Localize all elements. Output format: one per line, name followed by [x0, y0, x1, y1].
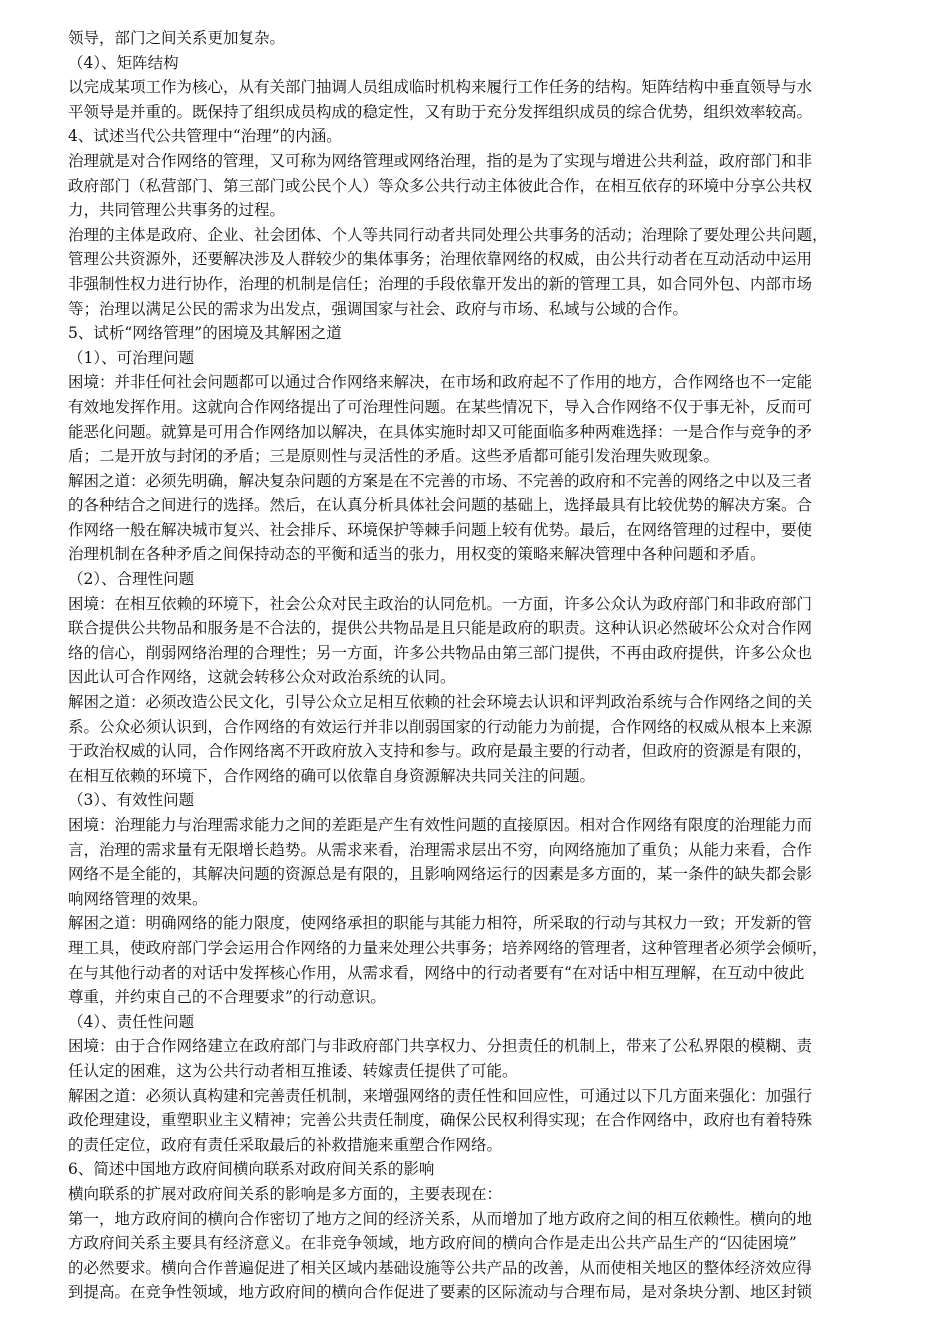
- text-line: 横向联系的扩展对政府间关系的影响是多方面的，主要表现在：: [68, 1184, 503, 1203]
- subheading-line: （3）、有效性问题: [68, 791, 195, 810]
- text-line: 力，共同管理公共事务的过程。: [68, 201, 286, 220]
- text-line: 治理就是对合作网络的管理，又可称为网络管理或网络治理，指的是为了实现与增进公共利益，政府部门和非: [68, 151, 813, 170]
- text-line: 系。公众必须认识到，合作网络的有效运行并非以削弱国家的行动能力为前提，合作网络的权威从根本上来源: [68, 717, 813, 736]
- text-line: 治理机制在各种矛盾之间保持动态的平衡和适当的张力，用权变的策略来解决管理中各种问题和矛盾。: [68, 545, 766, 564]
- subheading-line: （1）、可治理问题: [68, 348, 195, 367]
- subheading-line: （4）、矩阵结构: [68, 53, 179, 72]
- text-line: 政伦理建设，重塑职业主义精神；完善公共责任制度，确保公民权利得实现；在合作网络中，政府也有着特殊: [68, 1111, 813, 1130]
- text-line: 解困之道：明确网络的能力限度，使网络承担的职能与其能力相符，所采取的行动与其权力一致；开发新的管: [68, 914, 813, 933]
- text-line: 在与其他行动者的对话中发挥核心作用，从需求看，网络中的行动者要有“在对话中相互理解，在互动中彼此: [68, 963, 805, 982]
- text-line: 解困之道：必须改造公民文化，引导公众立足相互依赖的社会环境去认识和评判政治系统与合作网络之间的关: [68, 693, 813, 712]
- subheading-line: （4）、责任性问题: [68, 1012, 195, 1031]
- text-line: 的责任定位，政府有责任采取最后的补救措施来重塑合作网络。: [68, 1135, 503, 1154]
- text-line: 有效地发挥作用。这就向合作网络提出了可治理性问题。在某些情况下，导入合作网络不仅于事无补，反而可: [68, 397, 813, 416]
- text-line: 困境：治理能力与治理需求能力之间的差距是产生有效性问题的直接原因。相对合作网络有限度的治理能力而: [68, 816, 813, 834]
- text-line: 困境：并非任何社会问题都可以通过合作网络来解决，在市场和政府起不了作用的地方，合作网络也不一定能: [68, 373, 813, 392]
- question-heading-line: 6、简述中国地方政府间横向联系对政府间关系的影响: [68, 1160, 435, 1179]
- text-line: 平领导是并重的。既保持了组织成员构成的稳定性，又有助于充分发挥组织成员的综合优势，组织效率较高。: [68, 102, 813, 121]
- text-line: 响网络管理的效果。: [68, 889, 208, 908]
- text-line: 治理的主体是政府、企业、社会团体、个人等共同行动者共同处理公共事务的活动；治理除了要处理公共问题，: [68, 225, 828, 244]
- text-line: 等；治理以满足公民的需求为出发点，强调国家与社会、政府与市场、私域与公域的合作。: [68, 299, 689, 318]
- text-line: 任认定的困难，这为公共行动者相互推诿、转嫁责任提供了可能。: [68, 1061, 518, 1080]
- text-line: 方政府间关系主要具有经济意义。在非竞争领域，地方政府间的横向合作是走出公共产品生产的“囚徒困境”: [68, 1234, 797, 1253]
- text-line: 非强制性权力进行协作，治理的机制是信任；治理的手段依靠开发出的新的管理工具，如合同外包、内部市场: [68, 274, 813, 293]
- text-line: 解困之道：必须先明确，解决复杂问题的方案是在不完善的市场、不完善的政府和不完善的网络之中以及三者: [68, 471, 813, 490]
- text-line: 尊重，并约束自己的不合理要求”的行动意识。: [68, 988, 386, 1007]
- text-line: 的各种结合之间进行的选择。然后，在认真分析具体社会问题的基础上，选择最具有比较优势的解决方案。合: [68, 496, 813, 515]
- text-line: 能恶化问题。就算是可用合作网络加以解决，在具体实施时却又可能面临多种两难选择：一是合作与竞争的矛: [68, 422, 813, 441]
- text-line: 作网络一般在解决城市复兴、社会排斥、环境保护等棘手问题上较有优势。最后，在网络管理的过程中，要使: [68, 520, 813, 539]
- text-line: 络的信心，削弱网络治理的合理性；另一方面，许多公共物品由第三部门提供，不再由政府提供，许多公众也: [68, 643, 813, 662]
- document-body: [68, 26, 888, 1305]
- text-line: 领导，部门之间关系更加复杂。: [68, 29, 286, 47]
- text-line: 政府部门（私营部门、第三部门或公民个人）等众多公共行动主体彼此合作，在相互依存的环境中分享公共权: [68, 176, 813, 195]
- text-line: 盾；二是开放与封闭的矛盾；三是原则性与灵活性的矛盾。这些矛盾都可能引发治理失败现象。: [68, 447, 720, 466]
- text-line: 的必然要求。横向合作普遍促进了相关区域内基础设施等公共产品的改善，从而使相关地区的整体经济效应得: [68, 1258, 813, 1277]
- text-line: 网络不是全能的，其解决问题的资源总是有限的，且影响网络运行的因素是多方面的，某一条件的缺失都会影: [68, 865, 813, 884]
- question-heading-line: 4、试述当代公共管理中“治理”的内涵。: [68, 127, 342, 146]
- text-line: 言，治理的需求量有无限增长趋势。从需求来看，治理需求层出不穷，向网络施加了重负；从能力来看，合作: [68, 840, 813, 859]
- text-line: 因此认可合作网络，这就会转移公众对政治系统的认同。: [68, 668, 456, 687]
- text-line: 在相互依赖的环境下，合作网络的确可以依靠自身资源解决共同关注的问题。: [68, 766, 596, 785]
- text-line: 解困之道：必须认真构建和完善责任机制，来增强网络的责任性和回应性，可通过以下几方面来强化：加强行: [68, 1086, 813, 1105]
- text-line: 于政治权威的认同，合作网络离不开政府放入支持和参与。政府是最主要的行动者，但政府的资源是有限的，: [68, 742, 813, 761]
- text-line: 联合提供公共物品和服务是不合法的，提供公共物品是且只能是政府的职责。这种认识必然破坏公众对合作网: [68, 619, 813, 638]
- question-heading-line: 5、试析“网络管理”的困境及其解困之道: [68, 324, 342, 343]
- text-line: 理工具，使政府部门学会运用合作网络的力量来处理公共事务；培养网络的管理者，这种管理者必须学会倾听，: [68, 938, 828, 957]
- text-line: 到提高。在竞争性领域，地方政府间的横向合作促进了要素的区际流动与合理布局，是对条块分割、地区封锁: [68, 1283, 813, 1302]
- subheading-line: （2）、合理性问题: [68, 570, 195, 589]
- text-line: 管理公共资源外，还要解决涉及人群较少的集体事务；治理依靠网络的权威，由公共行动者在互动活动中运用: [68, 250, 813, 269]
- text-line: 第一，地方政府间的横向合作密切了地方之间的经济关系，从而增加了地方政府之间的相互依赖性。横向的地: [68, 1209, 813, 1228]
- text-line: 以完成某项工作为核心，从有关部门抽调人员组成临时机构来履行工作任务的结构。矩阵结构中垂直领导与水: [68, 78, 813, 97]
- text-line: 困境：由于合作网络建立在政府部门与非政府部门共享权力、分担责任的机制上，带来了公私界限的模糊、责: [68, 1037, 813, 1056]
- text-line: 困境：在相互依赖的环境下，社会公众对民主政治的认同危机。一方面，许多公众认为政府部门和非政府部门: [68, 594, 813, 613]
